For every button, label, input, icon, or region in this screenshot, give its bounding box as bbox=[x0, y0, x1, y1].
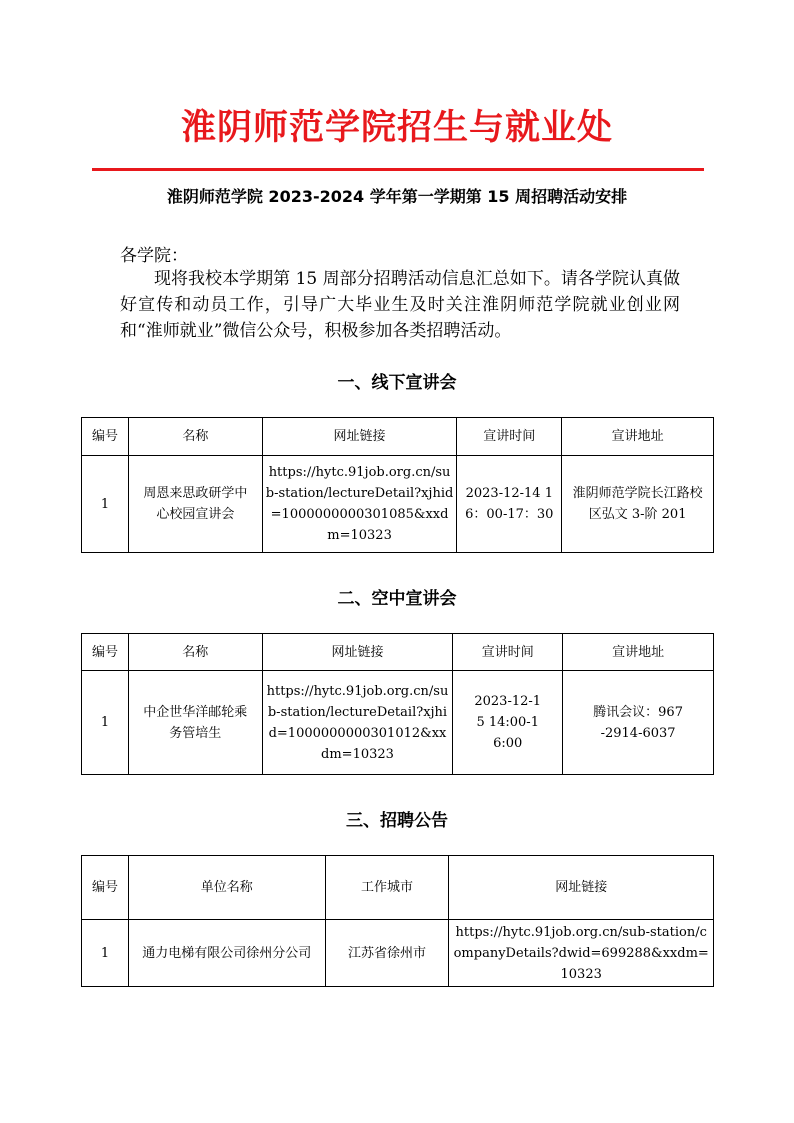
event-location: 腾讯会议：967-2914-6037 bbox=[563, 671, 714, 775]
red-divider bbox=[92, 168, 704, 171]
recruitment-notices-table bbox=[81, 855, 714, 987]
document-title: 淮阴师范学院 2023-2024 学年第一学期第 15 周招聘活动安排 bbox=[166, 187, 628, 206]
event-name: 周恩来思政研学中心校园宣讲会 bbox=[128, 456, 262, 553]
online-lectures-table bbox=[81, 633, 714, 775]
column-header: 编号 bbox=[82, 418, 129, 456]
table-row bbox=[82, 671, 714, 775]
column-header: 名称 bbox=[128, 418, 262, 456]
column-header: 宣讲时间 bbox=[457, 418, 562, 456]
event-link[interactable]: https://hytc.91job.org.cn/sub-station/lectureDetail?xjhid=1000000000301012&xxdm=10323 bbox=[262, 671, 453, 775]
section-heading-offline: 一、线下宣讲会 bbox=[337, 373, 457, 393]
row-number: 1 bbox=[82, 456, 129, 553]
salutation: 各学院： bbox=[120, 246, 188, 266]
event-time: 2023-12-15 14:00-16:00 bbox=[453, 671, 563, 775]
column-header: 工作城市 bbox=[325, 856, 449, 920]
intro-paragraph: 现将我校本学期第 15 周部分招聘活动信息汇总如下。请各学院认真做好宣传和动员工作，引导广大毕业生及时关注淮阴师范学院就业创业网和“淮师就业”微信公众号，积极参加各类招聘活动。 bbox=[120, 269, 680, 341]
event-link[interactable]: https://hytc.91job.org.cn/sub-station/lectureDetail?xjhid=1000000000301085&xxdm=10323 bbox=[262, 456, 457, 553]
column-header: 宣讲地址 bbox=[562, 418, 714, 456]
row-number: 1 bbox=[82, 920, 129, 987]
event-name: 中企世华洋邮轮乘务管培生 bbox=[128, 671, 262, 775]
offline-lectures-table bbox=[81, 417, 714, 553]
column-header: 网址链接 bbox=[262, 634, 453, 671]
column-header: 宣讲时间 bbox=[453, 634, 563, 671]
column-header: 名称 bbox=[128, 634, 262, 671]
column-header: 单位名称 bbox=[128, 856, 325, 920]
table-header-row bbox=[82, 634, 714, 671]
column-header: 编号 bbox=[82, 634, 129, 671]
event-time: 2023-12-14 16：00-17：30 bbox=[457, 456, 562, 553]
work-city: 江苏省徐州市 bbox=[325, 920, 449, 987]
column-header: 网址链接 bbox=[449, 856, 714, 920]
table-row bbox=[82, 456, 714, 553]
column-header: 编号 bbox=[82, 856, 129, 920]
event-location: 淮阴师范学院长江路校区弘文 3-阶 201 bbox=[562, 456, 714, 553]
table-row bbox=[82, 920, 714, 987]
company-name: 通力电梯有限公司徐州分公司 bbox=[128, 920, 325, 987]
column-header: 网址链接 bbox=[262, 418, 457, 456]
row-number: 1 bbox=[82, 671, 129, 775]
table-header-row bbox=[82, 418, 714, 456]
office-title: 淮阴师范学院招生与就业处 bbox=[180, 107, 613, 148]
section-heading-recruitment: 三、招聘公告 bbox=[346, 811, 448, 831]
table-header-row bbox=[82, 856, 714, 920]
section-heading-online: 二、空中宣讲会 bbox=[337, 589, 457, 609]
column-header: 宣讲地址 bbox=[563, 634, 714, 671]
company-link[interactable]: https://hytc.91job.org.cn/sub-station/companyDetails?dwid=699288&xxdm=10323 bbox=[449, 920, 714, 987]
